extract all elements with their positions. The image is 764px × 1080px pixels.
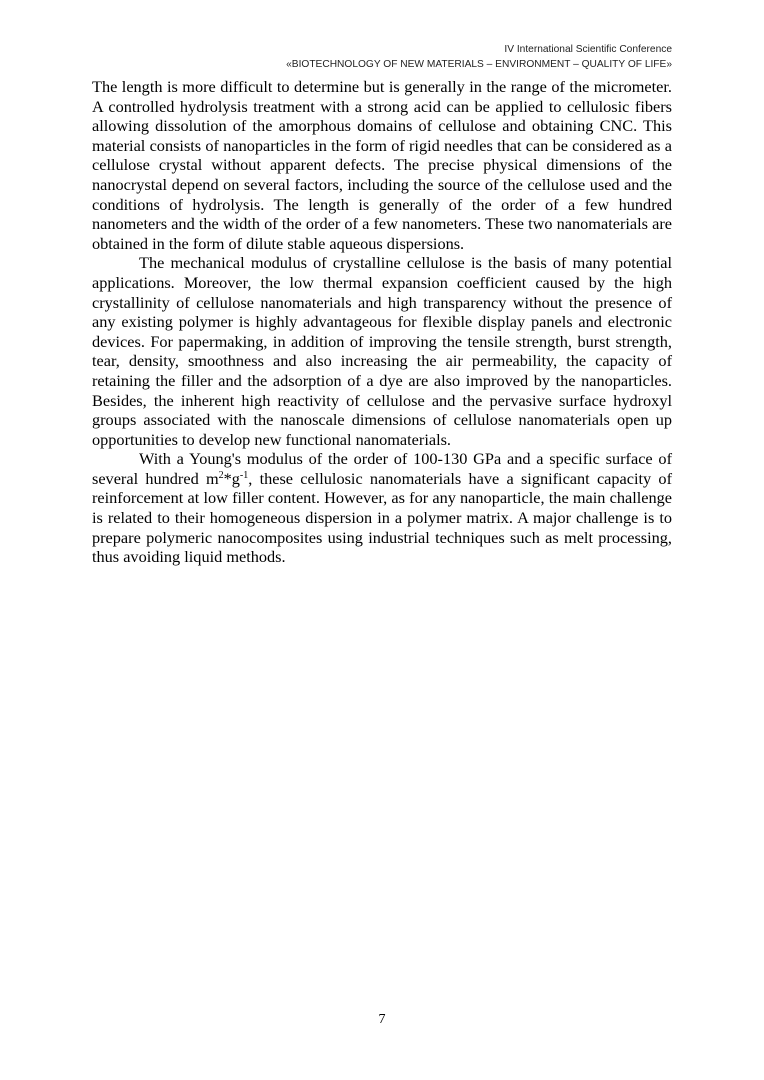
header-title-line: «BIOTECHNOLOGY OF NEW MATERIALS – ENVIRONMENT – QUALITY OF LIFE» [286,59,672,70]
article-body [92,77,672,567]
paragraph-3-text-c: , these cellulosic nanomaterials have a significant capacity of reinforcement at low filler content. However, as for any nanoparticle, the main challenge is related to their homogeneous dispersion in a polymer matrix. A major challenge is to prepare polymeric nanocomposites using industrial techniques such as melt processing, thus avoiding liquid methods. [92,468,672,567]
superscript-exponent-minus-1: -1 [239,469,249,481]
page-number: 7 [378,1012,386,1027]
paragraph-3 [92,449,672,567]
running-header [286,42,672,72]
paragraph-2: The mechanical modulus of crystalline cellulose is the basis of many potential applications. Moreover, the low thermal expansion coefficient caused by the high crystallinity of cellulose nanomaterials and high transparency without the presence of any existing polymer is highly advantageous for flexible display panels and electronic devices. For papermaking, in addition of improving the tensile strength, burst strength, tear, density, smoothness and also increasing the air permeability, the capacity of retaining the filler and the adsorption of a dye are also improved by the nanoparticles. Besides, the inherent high reactivity of cellulose and the pervasive surface hydroxyl groups associated with the nanoscale dimensions of cellulose nanomaterials open up opportunities to develop new functional nanomaterials. [92,253,672,449]
paragraph-3-text-a: With a Young's modulus of the order of 100-130 GPa and a specific surface of several hundred m [92,449,672,488]
header-conference-line: IV International Scientific Conference [504,44,672,55]
paragraph-3-text-b: *g [223,468,240,488]
superscript-exponent-2: 2 [218,469,224,481]
paragraph-1: The length is more difficult to determine but is generally in the range of the micrometer. A controlled hydrolysis treatment with a strong acid can be applied to cellulosic fibers allowing dissolution of the amorphous domains of cellulose and obtaining CNC. This material consists of nanoparticles in the form of rigid needles that can be considered as a cellulose crystal without apparent defects. The precise physical dimensions of the nanocrystal depend on several factors, including the source of the cellulose used and the conditions of hydrolysis. The length is generally of the order of a few hundred nanometers and the width of the order of a few nanometers. These two nanomaterials are obtained in the form of dilute stable aqueous dispersions. [92,77,672,253]
